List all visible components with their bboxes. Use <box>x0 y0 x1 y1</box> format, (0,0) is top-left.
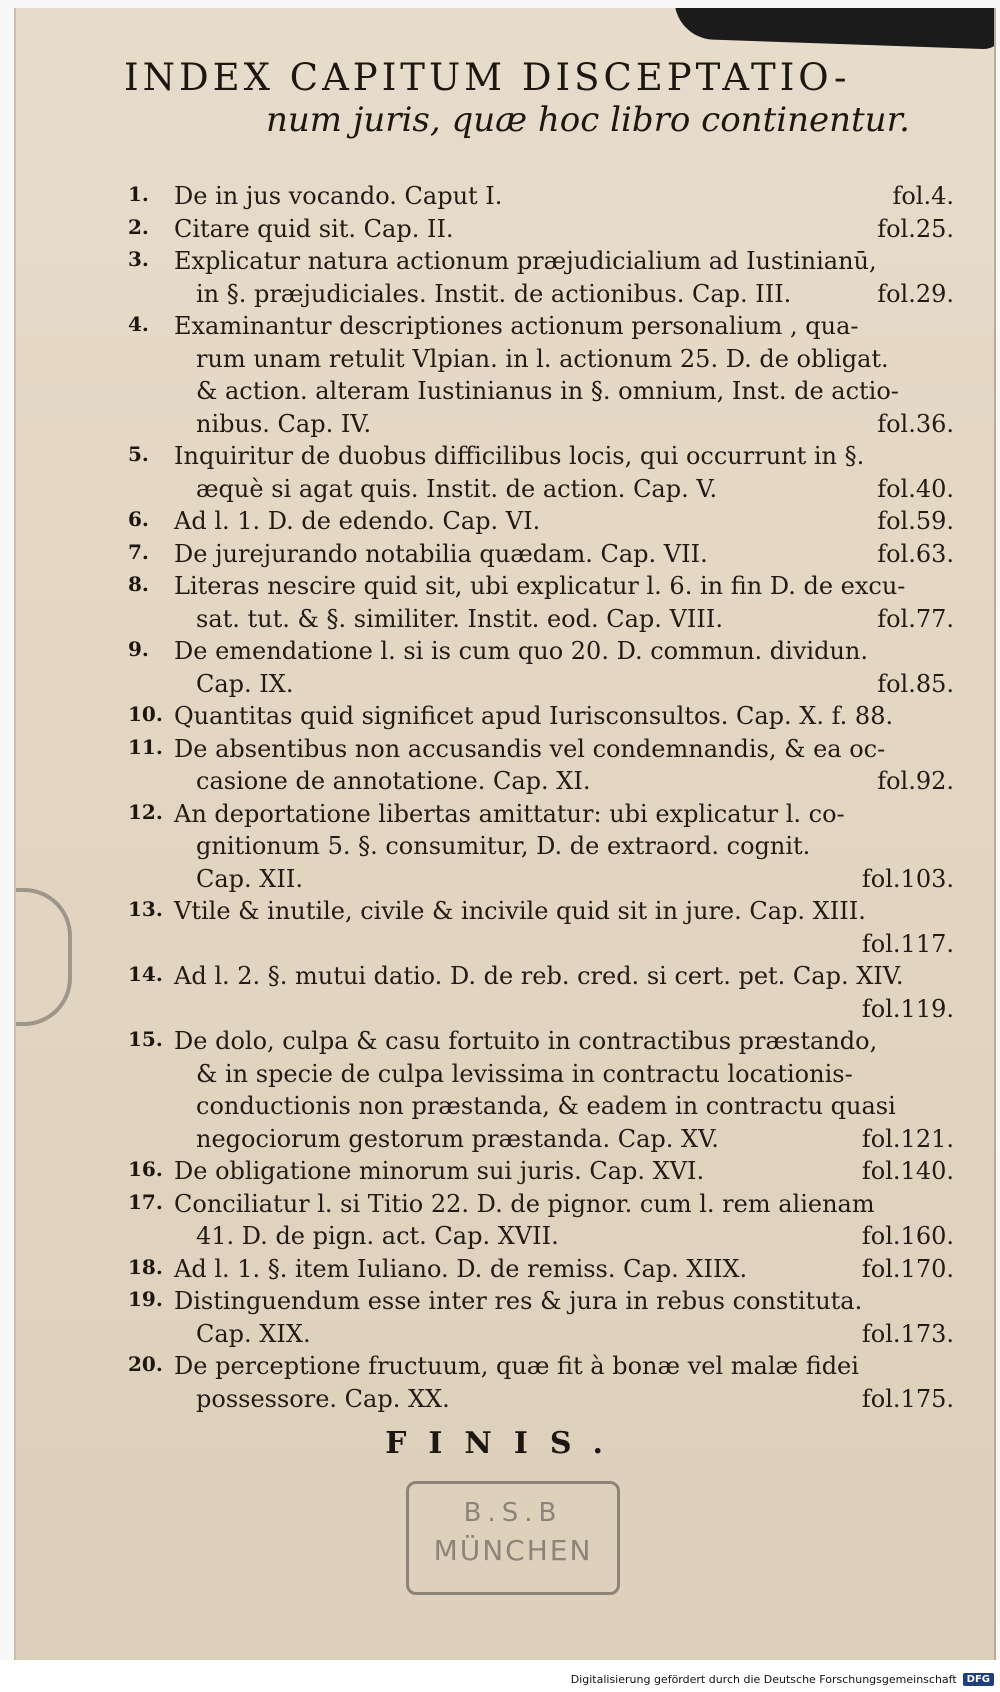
entry-line <box>128 668 954 701</box>
entry-line <box>128 635 954 668</box>
entry-line <box>128 798 954 831</box>
entry-folio: fol.77. <box>877 604 954 633</box>
entry-number: 16. <box>128 1157 163 1181</box>
entry-number: 20. <box>128 1352 163 1376</box>
entry-line <box>128 180 954 213</box>
toc-entry <box>128 1350 954 1415</box>
toc-entry <box>128 440 954 505</box>
entry-line <box>128 570 954 603</box>
entry-folio: fol.63. <box>877 539 954 568</box>
library-stamp <box>406 1481 620 1595</box>
entry-number: 8. <box>128 572 149 596</box>
entry-number: 6. <box>128 507 149 531</box>
entry-number: 19. <box>128 1287 163 1311</box>
book-page <box>14 8 996 1660</box>
toc-entry <box>128 960 954 1025</box>
entry-folio: fol.140. <box>861 1157 954 1185</box>
entry-text: Conciliatur l. si Titio 22. D. de pignor. cum l. rem alienam <box>174 1189 875 1218</box>
entry-number: 7. <box>128 539 149 564</box>
entry-line <box>128 245 954 278</box>
entry-line <box>128 993 954 1026</box>
entry-text: Cap. IX. <box>196 669 294 698</box>
entry-line <box>128 440 954 473</box>
index-subtitle: num juris, quæ hoc libro continentur. <box>266 100 910 140</box>
clasp-ring <box>14 888 72 1026</box>
toc-entry <box>128 1025 954 1155</box>
entry-text: casione de annotatione. Cap. XI. <box>196 767 591 795</box>
entry-text: De emendatione l. si is cum quo 20. D. commun. dividun. <box>174 637 868 665</box>
entry-folio: fol.85. <box>877 669 954 698</box>
entry-line <box>128 278 954 311</box>
entry-line <box>128 538 954 571</box>
entry-line <box>128 1220 954 1253</box>
entry-text: æquè si agat quis. Instit. de action. Cap. V. <box>196 474 718 503</box>
entry-text: De perceptione fructuum, quæ fit à bonæ vel malæ fidei <box>174 1352 859 1380</box>
entry-line <box>128 1285 954 1318</box>
entry-line <box>128 375 954 408</box>
entry-text: sat. tut. & §. similiter. Instit. eod. Cap. VIII. <box>196 604 723 633</box>
toc-entry <box>128 700 954 733</box>
entry-line <box>128 1058 954 1091</box>
entry-text: possessore. Cap. XX. <box>196 1384 450 1413</box>
entry-number: 12. <box>128 799 163 824</box>
toc-entry <box>128 213 954 246</box>
entry-folio: fol.160. <box>861 1222 954 1250</box>
entry-line <box>128 343 954 376</box>
entry-line <box>128 1383 954 1416</box>
entry-text: negociorum gestorum præstanda. Cap. XV. <box>196 1124 719 1153</box>
entry-number: 10. <box>128 702 163 726</box>
entry-folio: fol.175. <box>861 1384 954 1413</box>
entry-line <box>128 863 954 896</box>
entry-number: 18. <box>128 1254 163 1279</box>
entry-text: De in jus vocando. Caput I. <box>174 182 503 210</box>
entry-number: 1. <box>128 182 149 206</box>
entry-text: Quantitas quid significet apud Iurisconsultos. Cap. X. f. 88. <box>174 702 894 730</box>
toc-entry <box>128 1188 954 1253</box>
entry-text: Ad l. 1. D. de edendo. Cap. VI. <box>174 507 541 535</box>
entry-text: Cap. XII. <box>196 864 303 893</box>
entry-number: 4. <box>128 312 149 336</box>
entry-line <box>128 733 954 766</box>
entry-text: Distinguendum esse inter res & jura in rebus constituta. <box>174 1287 863 1315</box>
entry-line <box>128 928 954 961</box>
toc-entry <box>128 505 954 538</box>
entry-number: 9. <box>128 637 149 661</box>
entry-line <box>128 1123 954 1156</box>
entry-text: conductionis non præstanda, & eadem in contractu quasi <box>196 1092 896 1120</box>
finis-text: FINIS. <box>385 1426 625 1461</box>
toc-entry <box>128 310 954 440</box>
toc-entry <box>128 1253 954 1286</box>
entry-text: gnitionum 5. §. consumitur, D. de extraord. cognit. <box>196 832 811 860</box>
entry-line <box>128 603 954 636</box>
entry-text: Ad l. 2. §. mutui datio. D. de reb. cred. si cert. pet. Cap. XIV. <box>174 962 904 990</box>
entry-line <box>128 1350 954 1383</box>
toc-entry <box>128 180 954 213</box>
stamp-line-2: MÜNCHEN <box>433 1534 593 1567</box>
entry-text: Cap. XIX. <box>196 1319 311 1348</box>
toc-entry <box>128 538 954 571</box>
entry-folio: fol.40. <box>877 474 954 503</box>
toc-entry <box>128 245 954 310</box>
entry-text: rum unam retulit Vlpian. in l. actionum 25. D. de obligat. <box>196 344 889 373</box>
entry-number: 14. <box>128 962 163 986</box>
entry-text: Literas nescire quid sit, ubi explicatur l. 6. in fin D. de excu- <box>174 572 906 600</box>
entry-line <box>128 960 954 993</box>
entry-line <box>128 310 954 343</box>
entry-line <box>128 830 954 863</box>
entry-line <box>128 408 954 441</box>
entry-text: Examinantur descriptiones actionum personalium , qua- <box>174 312 859 340</box>
entry-folio: fol.59. <box>877 507 954 535</box>
entry-folio: fol.92. <box>877 767 954 795</box>
entry-line <box>128 1090 954 1123</box>
entry-folio: fol.121. <box>861 1124 954 1153</box>
entry-text: & action. alteram Iustinianus in §. omnium, Inst. de actio- <box>196 377 899 405</box>
entry-line <box>128 1188 954 1221</box>
entry-line <box>128 213 954 246</box>
entry-number: 11. <box>128 734 163 759</box>
table-of-contents <box>128 180 954 1415</box>
entry-number: 17. <box>128 1189 163 1214</box>
entry-number: 3. <box>128 247 149 271</box>
entry-line <box>128 700 954 733</box>
entry-text: Inquiritur de duobus difficilibus locis, qui occurrunt in §. <box>174 442 865 470</box>
entry-text: De obligatione minorum sui juris. Cap. XVI. <box>174 1157 705 1185</box>
entry-text: De absentibus non accusandis vel condemnandis, & ea oc- <box>174 734 886 763</box>
entry-folio: fol.36. <box>877 409 954 438</box>
entry-folio: fol.173. <box>861 1319 954 1348</box>
entry-number: 15. <box>128 1027 163 1051</box>
entry-folio: fol.4. <box>892 182 954 210</box>
entry-line <box>128 505 954 538</box>
toc-entry <box>128 798 954 896</box>
entry-text: Explicatur natura actionum præjudicialium ad Iustinianū, <box>174 247 877 275</box>
toc-entry <box>128 570 954 635</box>
entry-line <box>128 895 954 928</box>
entry-text: De jurejurando notabilia quædam. Cap. VII. <box>174 539 708 568</box>
footer-credit-text: Digitalisierung gefördert durch die Deutsche Forschungsgemeinschaft <box>570 1673 957 1686</box>
entry-number: 2. <box>128 214 149 239</box>
stamp-line-1: B.S.B <box>463 1498 563 1528</box>
toc-entry <box>128 1155 954 1188</box>
entry-text: & in specie de culpa levissima in contractu locationis- <box>196 1059 853 1088</box>
entry-number: 13. <box>128 897 163 921</box>
entry-text: De dolo, culpa & casu fortuito in contractibus præstando, <box>174 1027 878 1055</box>
entry-folio: fol.25. <box>877 214 954 243</box>
entry-line <box>128 1025 954 1058</box>
entry-folio: fol.117. <box>861 929 954 958</box>
entry-text: Citare quid sit. Cap. II. <box>174 214 454 243</box>
page-damage <box>673 8 996 50</box>
entry-line <box>128 1318 954 1351</box>
entry-folio: fol.119. <box>861 994 954 1023</box>
entry-text: 41. D. de pign. act. Cap. XVII. <box>196 1222 559 1250</box>
entry-text: nibus. Cap. IV. <box>196 409 372 438</box>
entry-folio: fol.170. <box>861 1254 954 1283</box>
entry-text: Ad l. 1. §. item Iuliano. D. de remiss. Cap. XIIX. <box>174 1254 748 1283</box>
dfg-logo: DFG <box>963 1673 994 1686</box>
toc-entry <box>128 635 954 700</box>
entry-number: 5. <box>128 442 149 466</box>
entry-line <box>128 1253 954 1286</box>
entry-line <box>128 1155 954 1188</box>
entry-text: An deportatione libertas amittatur: ubi explicatur l. co- <box>174 799 845 828</box>
entry-folio: fol.29. <box>877 279 954 308</box>
toc-entry <box>128 1285 954 1350</box>
entry-line <box>128 765 954 798</box>
entry-text: Vtile & inutile, civile & incivile quid sit in jure. Cap. XIII. <box>174 897 866 925</box>
toc-entry <box>128 895 954 960</box>
footer-credit <box>571 1673 994 1686</box>
toc-entry <box>128 733 954 798</box>
entry-text: in §. præjudiciales. Instit. de actionibus. Cap. III. <box>196 279 792 308</box>
entry-folio: fol.103. <box>861 864 954 893</box>
index-title: INDEX CAPITUM DISCEPTATIO- <box>124 56 851 99</box>
entry-line <box>128 473 954 506</box>
